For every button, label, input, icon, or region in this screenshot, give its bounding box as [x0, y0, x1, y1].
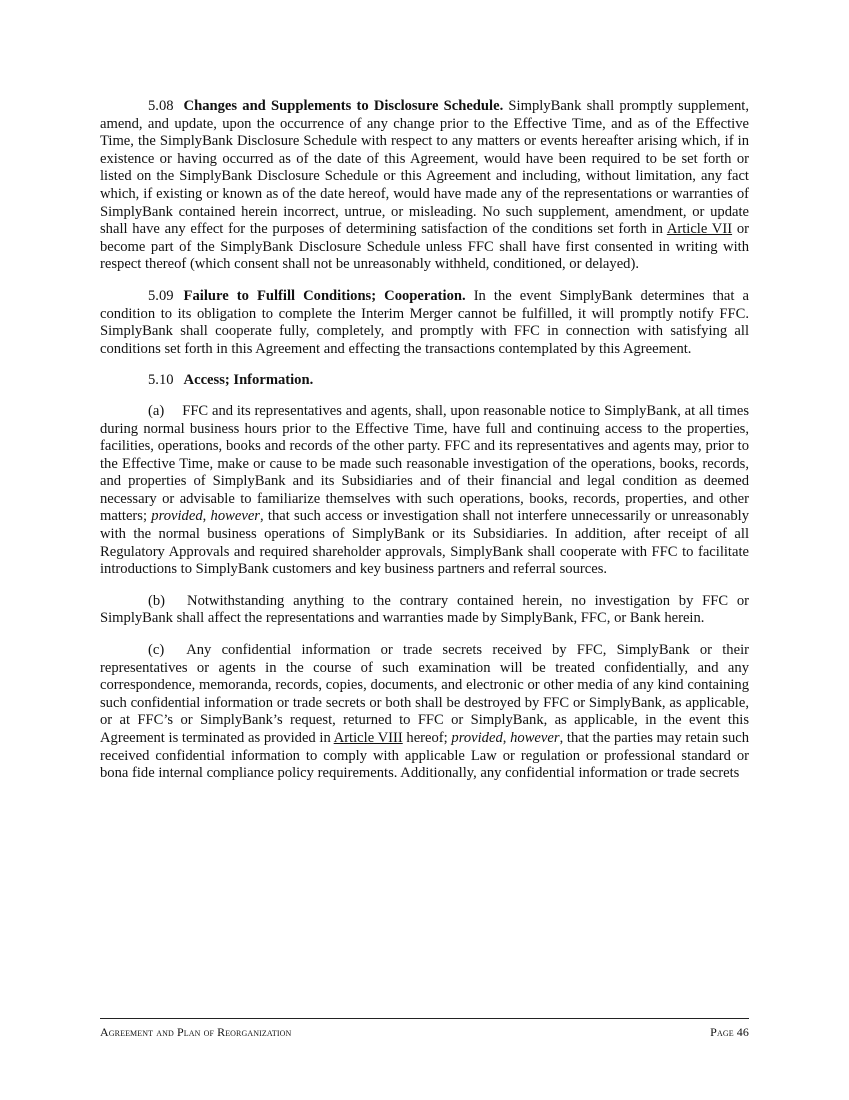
paragraph-text: ,: [502, 730, 511, 746]
section-title: Failure to Fulfill Conditions; Cooperation.: [183, 287, 466, 304]
section-5-09: [100, 288, 749, 358]
section-number: 5.10: [148, 372, 174, 389]
article-viii-reference: Article VIII: [333, 730, 403, 746]
paragraph-text: hereof;: [402, 730, 452, 746]
paragraph-a: [100, 403, 749, 579]
italic-provided: provided: [451, 730, 503, 746]
paragraph-b: [100, 593, 749, 628]
paragraph-text: ,: [202, 508, 211, 525]
section-5-10: [100, 372, 749, 390]
section-title: Access; Information.: [183, 372, 314, 389]
paragraph-text: , that such access or investigation shall not interfere unnecessarily or unreasonably with the normal business operations of SimplyBank or its Subsidiaries. In addition, after receipt of all Regulatory Approvals and required shareholder approvals, SimplyBank shall cooperate with FFC to facilitate introductions to SimplyBank customers and key business partners and referral sources.: [100, 508, 750, 578]
document-body: [100, 98, 749, 797]
section-text: In the event SimplyBank determines that a condition to its obligation to complete the Interim Merger cannot be fulfilled, it will promptly notify FFC. SimplyBank shall cooperate fully, completely, and promptly with FFC in connection with satisfying all conditions set forth in this Agreement and effecting the transactions contemplated by this Agreement.: [100, 287, 749, 357]
paragraph-label: (a): [148, 402, 165, 419]
italic-provided: provided: [151, 508, 203, 525]
paragraph-text: , that the parties may retain such received confidential information to comply with applicable Law or regulation or professional standard or bona fide internal compliance policy requirements. Additionally, any confidential information or trade secrets: [100, 730, 750, 782]
italic-however: however: [210, 508, 260, 525]
paragraph-label: (c): [148, 642, 165, 659]
article-vii-reference: Article VII: [666, 221, 733, 238]
section-title: Changes and Supplements to Disclosure Schedule.: [183, 98, 504, 114]
paragraph-text: Notwithstanding anything to the contrary contained herein, no investigation by FFC or SimplyBank shall affect the representations and warranties made by SimplyBank, FFC, or Bank herein.: [100, 592, 749, 627]
footer-page-number: Page 46: [710, 1025, 749, 1039]
footer-divider: [100, 1018, 749, 1019]
section-5-08: [100, 98, 749, 274]
paragraph-label: (b): [148, 592, 166, 609]
page-footer: [100, 1025, 749, 1040]
italic-however: however: [510, 730, 560, 746]
section-text: SimplyBank shall promptly supplement, amend, and update, upon the occurrence of any change prior to the Effective Time, and as of the Effective Time, the SimplyBank Disclosure Schedule with respect to any matters or events hereafter arising which, if in existence or having occurred as of the date of this Agreement, would have been required to be set forth or listed on the SimplyBank Disclosure Schedule or this Agreement and including, without limitation, any fact which, if existing or known as of the date hereof, would have made any of the representations or warranties of SimplyBank contained herein incorrect, untrue, or misleading. No such supplement, amendment, or update shall have any effect for the purposes of determining satisfaction of the conditions set forth in: [100, 98, 749, 238]
paragraph-text: Any confidential information or trade secrets received by FFC, SimplyBank or their representatives or agents in the course of such examination will be treated confidentially, and any correspondence, memoranda, records, copies, documents, and electronic or other media of any kind containing such confidential information or trade secrets or both shall be destroyed by FFC or SimplyBank, as applicable, or at FFC’s or SimplyBank’s request, returned to FFC or SimplyBank, as applicable, in the event this Agreement is terminated as provided in: [100, 642, 749, 746]
section-number: 5.08: [148, 98, 174, 114]
section-number: 5.09: [148, 287, 174, 304]
paragraph-c: [100, 642, 749, 783]
paragraph-text: FFC and its representatives and agents, shall, upon reasonable notice to SimplyBank, at all times during normal business hours prior to the Effective Time, have full and continuing access to the properties, facilities, operations, books and records of the other party. FFC and its representatives and agents may, prior to the Effective Time, make or cause to be made such reasonable investigation of the operations, books, records, and properties of SimplyBank and its Subsidiaries and of their financial and legal condition as deemed necessary or advisable to familiarize themselves with such operations, books, records, properties, and other matters;: [100, 402, 749, 525]
footer-document-title: Agreement and Plan of Reorganization: [100, 1025, 292, 1039]
section-text: or become part of the SimplyBank Disclosure Schedule unless FFC shall have first consented in writing with respect thereof (which consent shall not be unreasonably withheld, conditioned, or delayed).: [100, 221, 749, 273]
